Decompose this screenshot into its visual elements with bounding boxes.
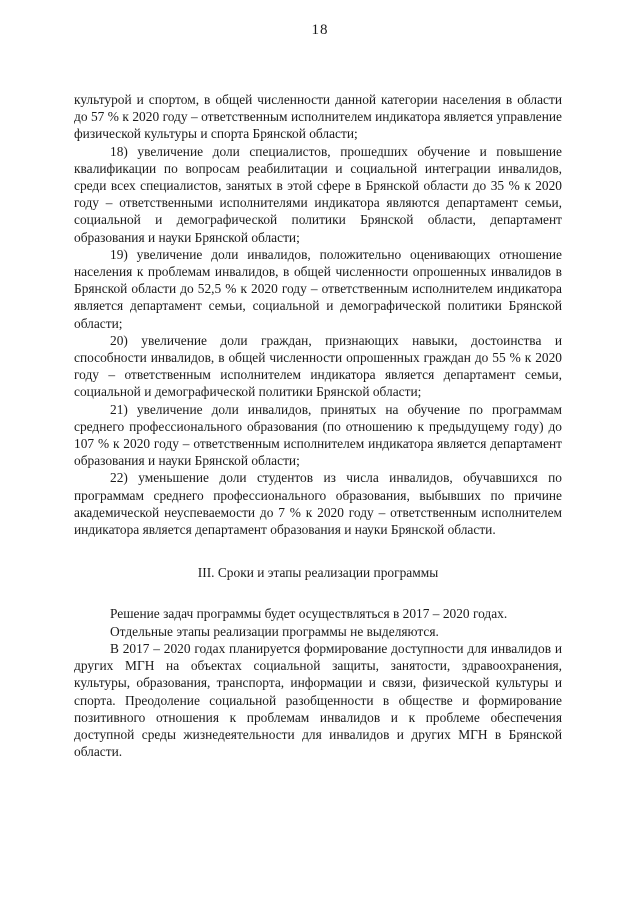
- section-heading: III. Сроки и этапы реализации программы: [197, 565, 439, 581]
- page-number: 18: [311, 22, 329, 38]
- section-body: [74, 605, 562, 760]
- paragraph-plan: В 2017 – 2020 годах планируется формирование доступности для инвалидов и других МГН на объектах социальной защиты, занятости, здравоохранения, культуры, образования, транспорта, информации и связи, физической культуры и спорта. Преодоление социальной разобщенности в обществе и формирование позитивного отношения к проблемам инвалидов и к проблеме обеспечения доступной среды жизнедеятельности для инвалидов и других МГН в Брянской области.: [74, 640, 562, 760]
- paragraph-stages: Отдельные этапы реализации программы не выделяются.: [110, 623, 439, 639]
- paragraph-timeline: Решение задач программы будет осуществляться в 2017 – 2020 годах.: [110, 606, 508, 622]
- indicators-list: [74, 91, 562, 538]
- paragraph-item-20: 20) увеличение доли граждан, признающих навыки, достоинства и способности инвалидов, в общей численности опрошенных граждан до 55 % к 2020 году – ответственным исполнителем индикатора является департамент семьи, социальной и демографической политики Брянской области;: [74, 332, 562, 400]
- document-body: [74, 91, 562, 760]
- paragraph-item-21: 21) увеличение доли инвалидов, принятых на обучение по программам среднего профессионального образования (по отношению к предыдущему году) до 107 % к 2020 году – ответственным исполнителем индикатора является департамент образования и науки Брянской области;: [74, 401, 562, 469]
- paragraph-continuation: культурой и спортом, в общей численности данной категории населения в области до 57 % к 2020 году – ответственным исполнителем индикатора является управление физической культуры и спорта Брянской области;: [74, 92, 562, 142]
- paragraph-item-18: 18) увеличение доли специалистов, прошедших обучение и повышение квалификации по вопросам реабилитации и социальной интеграции инвалидов, среди всех специалистов, занятых в этой сфере в Брянской области до 35 % к 2020 году – ответственными исполнителями индикатора являются департамент семьи, социальной и демографической политики Брянской области, департамент образования и науки Брянской области;: [74, 143, 562, 245]
- paragraph-item-19: 19) увеличение доли инвалидов, положительно оценивающих отношение населения к проблемам инвалидов, в общей численности опрошенных инвалидов в Брянской области до 52,5 % к 2020 году – ответственным исполнителем индикатора является департамент семьи, социальной и демографической политики Брянской области;: [74, 246, 562, 331]
- paragraph-item-22: 22) уменьшение доли студентов из числа инвалидов, обучавшихся по программам среднего профессионального образования, выбывших по причине академической неуспеваемости до 7 % к 2020 году – ответственным исполнителем индикатора является департамент образования и науки Брянской области.: [74, 470, 562, 538]
